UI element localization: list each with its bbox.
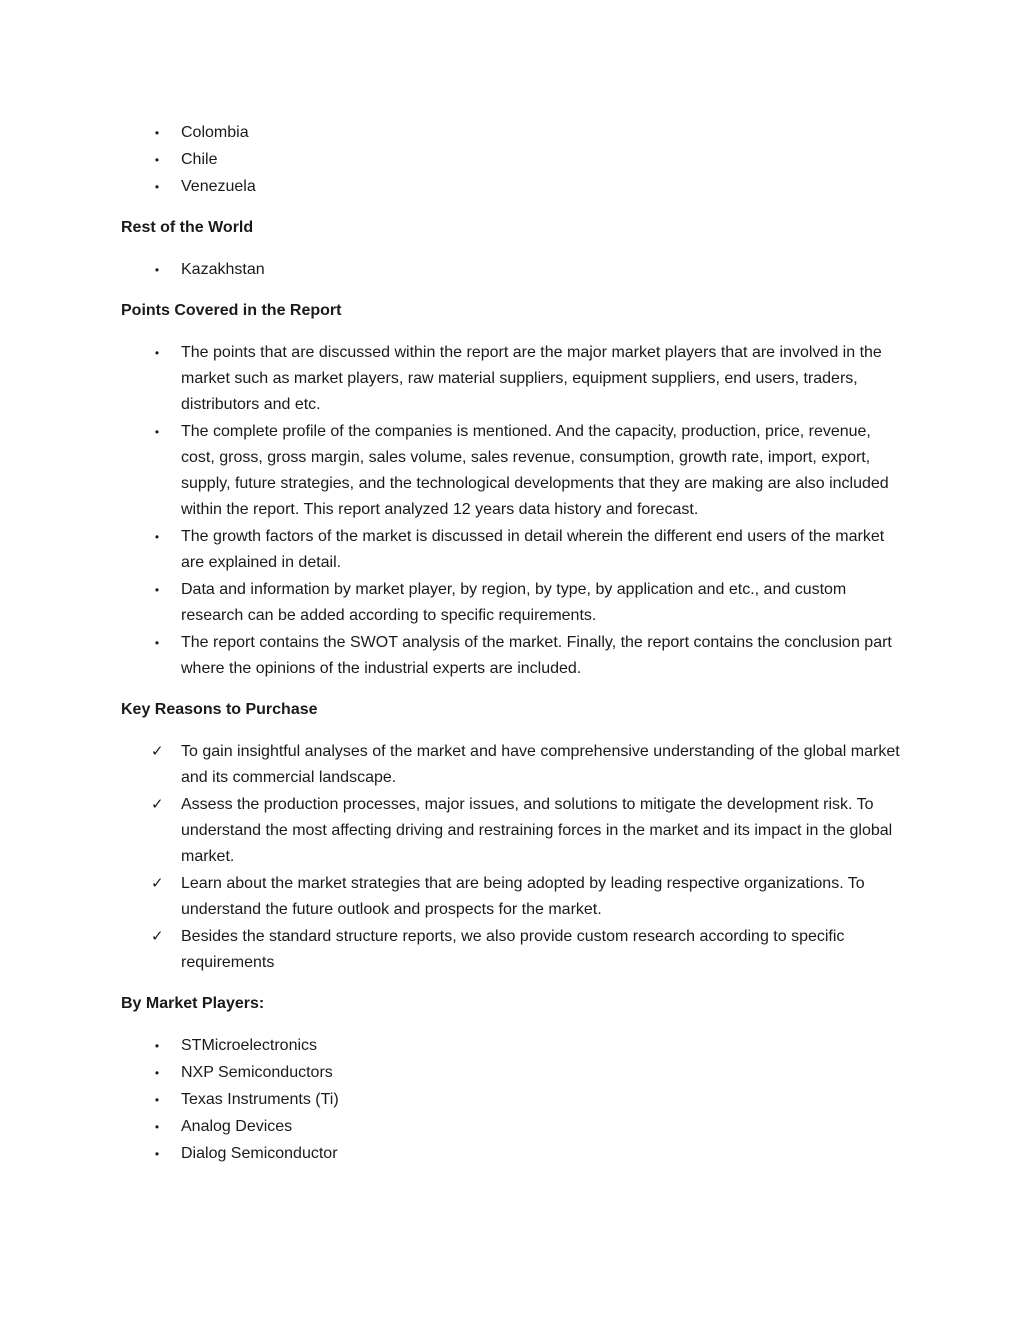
points-covered-list [121, 340, 905, 682]
checkmark-icon: ✓ [151, 743, 164, 760]
bullet-icon: • [154, 636, 160, 650]
list-item [121, 257, 905, 283]
checkmark-icon: ✓ [151, 796, 164, 813]
rest-of-world-list [121, 257, 905, 283]
list-item [121, 340, 905, 418]
list-item-text: NXP Semiconductors [181, 1064, 333, 1081]
list-item [121, 739, 905, 791]
list-item [121, 1114, 905, 1140]
list-item [121, 419, 905, 523]
checkmark-icon: ✓ [151, 875, 164, 892]
list-item [121, 1087, 905, 1113]
list-item-text: Kazakhstan [181, 261, 265, 278]
list-item-text: Assess the production processes, major issues, and solutions to mitigate the development risk. To understand the most affecting driving and restraining forces in the market and its impact in the global market. [181, 796, 893, 865]
bullet-icon: • [154, 1147, 160, 1161]
list-item-text: Learn about the market strategies that are being adopted by leading respective organizations. To understand the future outlook and prospects for the market. [181, 875, 865, 918]
list-item-text: STMicroelectronics [181, 1037, 318, 1054]
list-item-text: Dialog Semiconductor [181, 1145, 338, 1162]
bullet-icon: • [154, 530, 160, 544]
list-item [121, 577, 905, 629]
list-item [121, 924, 905, 976]
bullet-icon: • [154, 180, 160, 194]
section-heading-points-covered: Points Covered in the Report [121, 302, 342, 319]
country-list [121, 120, 905, 200]
bullet-icon: • [154, 346, 160, 360]
bullet-icon: • [154, 126, 160, 140]
bullet-icon: • [154, 583, 160, 597]
list-item-text: Data and information by market player, by region, by type, by application and etc., and custom research can be added according to specific requirements. [181, 581, 847, 624]
bullet-icon: • [154, 425, 160, 439]
checkmark-icon: ✓ [151, 928, 164, 945]
list-item-text: To gain insightful analyses of the market and have comprehensive understanding of the global market and its commercial landscape. [181, 743, 900, 786]
list-item [121, 174, 905, 200]
bullet-icon: • [154, 153, 160, 167]
bullet-icon: • [154, 1066, 160, 1080]
bullet-icon: • [154, 1039, 160, 1053]
market-players-list [121, 1033, 905, 1167]
bullet-icon: • [154, 263, 160, 277]
list-item-text: Venezuela [181, 178, 256, 195]
list-item [121, 1060, 905, 1086]
list-item [121, 630, 905, 682]
list-item [121, 1033, 905, 1059]
document-content [121, 120, 905, 1168]
list-item [121, 120, 905, 146]
list-item-text: The growth factors of the market is discussed in detail wherein the different end users of the market are explained in detail. [181, 528, 885, 571]
list-item-text: The report contains the SWOT analysis of the market. Finally, the report contains the conclusion part where the opinions of the industrial experts are included. [181, 634, 892, 677]
list-item-text: Chile [181, 151, 218, 168]
list-item-text: The complete profile of the companies is mentioned. And the capacity, production, price, revenue, cost, gross, gross margin, sales volume, sales revenue, consumption, growth rate, import, export, supply, future strategies, and the technological developments that they are making are also included within the report. This report analyzed 12 years data history and forecast. [181, 423, 889, 518]
list-item-text: Colombia [181, 124, 249, 141]
list-item [121, 1141, 905, 1167]
list-item-text: Besides the standard structure reports, we also provide custom research according to specific requirements [181, 928, 845, 971]
list-item-text: Analog Devices [181, 1118, 293, 1135]
list-item [121, 871, 905, 923]
section-heading-rest-of-world: Rest of the World [121, 219, 254, 236]
list-item [121, 792, 905, 870]
section-heading-market-players: By Market Players: [121, 995, 265, 1012]
key-reasons-list [121, 739, 905, 976]
section-heading-key-reasons: Key Reasons to Purchase [121, 701, 318, 718]
list-item-text: Texas Instruments (Ti) [181, 1091, 339, 1108]
list-item-text: The points that are discussed within the report are the major market players that are involved in the market such as market players, raw material suppliers, equipment suppliers, end users, traders, distributors and etc. [181, 344, 882, 413]
bullet-icon: • [154, 1093, 160, 1107]
bullet-icon: • [154, 1120, 160, 1134]
list-item [121, 147, 905, 173]
list-item [121, 524, 905, 576]
